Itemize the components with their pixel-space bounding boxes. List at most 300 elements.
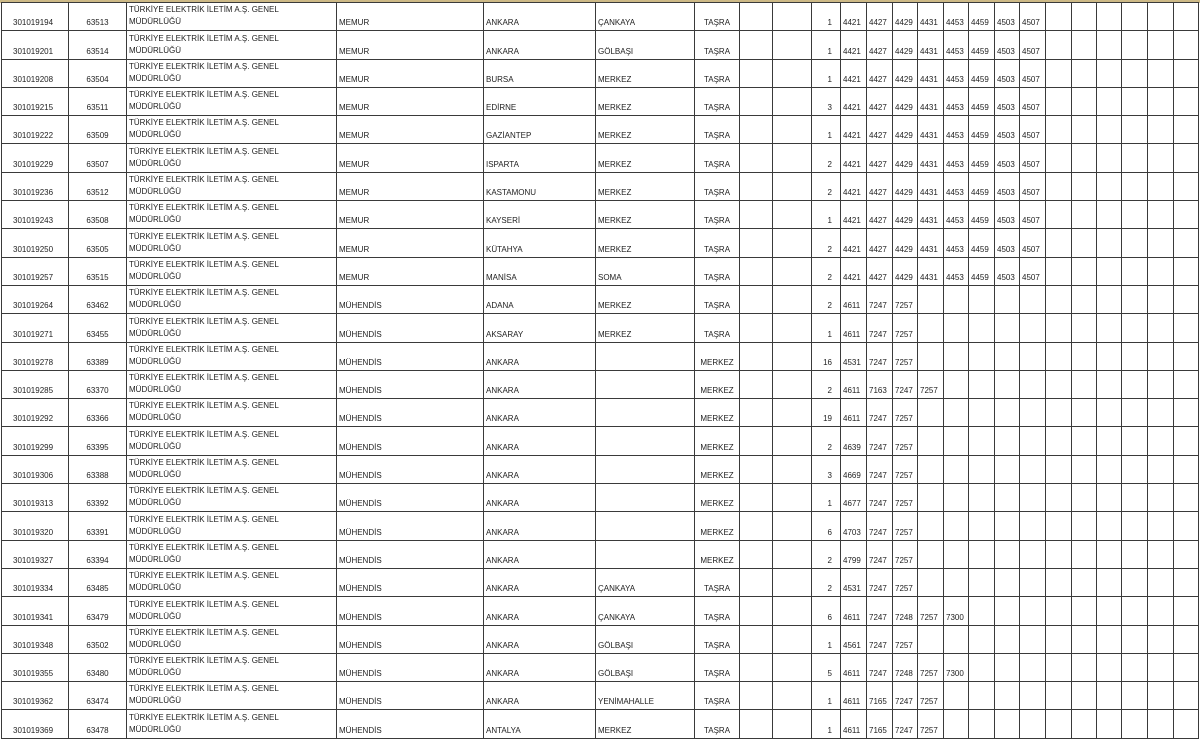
empty-cell — [1174, 653, 1199, 681]
empty-cell — [1046, 370, 1072, 398]
empty-cell — [1020, 625, 1046, 653]
empty-cell — [918, 484, 944, 512]
empty-cell — [1148, 597, 1174, 625]
institution-code: 63370 — [69, 370, 127, 398]
qualification-code: 7247 — [867, 427, 893, 455]
empty-cell — [1148, 229, 1174, 257]
empty-cell — [1122, 484, 1148, 512]
qualification-code: 4507 — [1020, 229, 1046, 257]
empty-cell — [995, 653, 1020, 681]
institution-code: 63462 — [69, 285, 127, 313]
location-type: TAŞRA — [695, 285, 740, 313]
empty-cell — [1122, 370, 1148, 398]
empty-cell — [1020, 710, 1046, 738]
quota: 1 — [812, 682, 841, 710]
empty-cell — [1020, 512, 1046, 540]
qualification-code: 4459 — [969, 87, 995, 115]
empty-cell — [1148, 512, 1174, 540]
table-row — [2, 597, 1199, 625]
empty-cell — [773, 568, 812, 596]
empty-cell — [969, 314, 995, 342]
qualification-code: 4453 — [944, 87, 969, 115]
location-type: MERKEZ — [695, 540, 740, 568]
institution-code: 63502 — [69, 625, 127, 653]
district — [596, 455, 695, 483]
district — [596, 342, 695, 370]
empty-cell — [1072, 484, 1097, 512]
empty-cell — [773, 710, 812, 738]
empty-cell — [918, 399, 944, 427]
qualification-code: 4677 — [841, 484, 867, 512]
location-type: TAŞRA — [695, 31, 740, 59]
position-number: 301019257 — [2, 257, 69, 285]
empty-cell — [1097, 116, 1122, 144]
qualification-code: 4611 — [841, 653, 867, 681]
empty-cell — [1148, 31, 1174, 59]
empty-cell — [1046, 399, 1072, 427]
empty-cell — [1148, 568, 1174, 596]
qualification-code: 7257 — [893, 484, 918, 512]
qualification-code: 4459 — [969, 31, 995, 59]
quota: 5 — [812, 653, 841, 681]
quota: 6 — [812, 597, 841, 625]
empty-cell — [740, 31, 773, 59]
title: MEMUR — [337, 229, 484, 257]
position-number: 301019250 — [2, 229, 69, 257]
position-number: 301019327 — [2, 540, 69, 568]
position-number: 301019264 — [2, 285, 69, 313]
empty-cell — [995, 455, 1020, 483]
qualification-code: 7247 — [867, 597, 893, 625]
table-row — [2, 399, 1199, 427]
qualification-code: 4431 — [918, 116, 944, 144]
qualification-code: 4421 — [841, 144, 867, 172]
empty-cell — [1046, 59, 1072, 87]
qualification-code: 7247 — [867, 314, 893, 342]
qualification-code: 4427 — [867, 31, 893, 59]
empty-cell — [1072, 116, 1097, 144]
empty-cell — [740, 568, 773, 596]
institution-code: 63512 — [69, 172, 127, 200]
empty-cell — [1072, 710, 1097, 738]
province: ANKARA — [484, 3, 596, 31]
province: ANKARA — [484, 568, 596, 596]
table-row — [2, 172, 1199, 200]
position-number: 301019362 — [2, 682, 69, 710]
qualification-code: 4427 — [867, 144, 893, 172]
empty-cell — [773, 427, 812, 455]
empty-cell — [944, 540, 969, 568]
empty-cell — [740, 314, 773, 342]
location-type: TAŞRA — [695, 172, 740, 200]
empty-cell — [740, 172, 773, 200]
empty-cell — [1097, 455, 1122, 483]
empty-cell — [1148, 172, 1174, 200]
positions-table — [1, 2, 1199, 739]
institution-name: TÜRKİYE ELEKTRİK İLETİM A.Ş. GENEL MÜDÜRLÜĞÜ — [127, 229, 337, 257]
qualification-code: 7257 — [893, 342, 918, 370]
qualification-code: 4507 — [1020, 31, 1046, 59]
empty-cell — [1097, 682, 1122, 710]
empty-cell — [1020, 342, 1046, 370]
district: SOMA — [596, 257, 695, 285]
empty-cell — [1097, 229, 1122, 257]
position-number: 301019215 — [2, 87, 69, 115]
district — [596, 370, 695, 398]
institution-code: 63366 — [69, 399, 127, 427]
qualification-code: 4503 — [995, 172, 1020, 200]
province: ANTALYA — [484, 710, 596, 738]
institution-name: TÜRKİYE ELEKTRİK İLETİM A.Ş. GENEL MÜDÜRLÜĞÜ — [127, 314, 337, 342]
empty-cell — [1072, 285, 1097, 313]
empty-cell — [1046, 597, 1072, 625]
empty-cell — [1148, 59, 1174, 87]
empty-cell — [740, 484, 773, 512]
empty-cell — [944, 512, 969, 540]
empty-cell — [1020, 370, 1046, 398]
qualification-code: 7257 — [893, 540, 918, 568]
district: GÖLBAŞI — [596, 625, 695, 653]
empty-cell — [1174, 31, 1199, 59]
empty-cell — [1122, 201, 1148, 229]
empty-cell — [1148, 285, 1174, 313]
province: ANKARA — [484, 625, 596, 653]
empty-cell — [1072, 257, 1097, 285]
empty-cell — [995, 370, 1020, 398]
empty-cell — [740, 653, 773, 681]
empty-cell — [944, 710, 969, 738]
district: ÇANKAYA — [596, 568, 695, 596]
empty-cell — [1097, 257, 1122, 285]
empty-cell — [1174, 116, 1199, 144]
empty-cell — [944, 568, 969, 596]
qualification-code: 7247 — [893, 682, 918, 710]
qualification-code: 4431 — [918, 87, 944, 115]
empty-cell — [1148, 342, 1174, 370]
qualification-code: 4453 — [944, 116, 969, 144]
empty-cell — [1122, 3, 1148, 31]
position-number: 301019348 — [2, 625, 69, 653]
district: MERKEZ — [596, 285, 695, 313]
empty-cell — [944, 399, 969, 427]
empty-cell — [1046, 31, 1072, 59]
empty-cell — [1122, 144, 1148, 172]
table-row — [2, 144, 1199, 172]
empty-cell — [1174, 399, 1199, 427]
institution-code: 63504 — [69, 59, 127, 87]
empty-cell — [773, 285, 812, 313]
institution-name: TÜRKİYE ELEKTRİK İLETİM A.Ş. GENEL MÜDÜRLÜĞÜ — [127, 568, 337, 596]
empty-cell — [918, 568, 944, 596]
empty-cell — [1148, 455, 1174, 483]
location-type: MERKEZ — [695, 512, 740, 540]
institution-name: TÜRKİYE ELEKTRİK İLETİM A.Ş. GENEL MÜDÜRLÜĞÜ — [127, 116, 337, 144]
empty-cell — [969, 370, 995, 398]
empty-cell — [1046, 625, 1072, 653]
quota: 1 — [812, 59, 841, 87]
quota: 19 — [812, 399, 841, 427]
empty-cell — [1020, 682, 1046, 710]
empty-cell — [944, 342, 969, 370]
empty-cell — [1046, 484, 1072, 512]
institution-code: 63511 — [69, 87, 127, 115]
empty-cell — [773, 87, 812, 115]
empty-cell — [1148, 540, 1174, 568]
empty-cell — [918, 314, 944, 342]
empty-cell — [773, 59, 812, 87]
institution-code: 63514 — [69, 31, 127, 59]
province: ANKARA — [484, 455, 596, 483]
qualification-code: 4421 — [841, 172, 867, 200]
district: MERKEZ — [596, 229, 695, 257]
position-number: 301019320 — [2, 512, 69, 540]
quota: 2 — [812, 229, 841, 257]
empty-cell — [1097, 710, 1122, 738]
location-type: TAŞRA — [695, 682, 740, 710]
table-row — [2, 512, 1199, 540]
table-row — [2, 201, 1199, 229]
empty-cell — [995, 484, 1020, 512]
empty-cell — [995, 342, 1020, 370]
title: MÜHENDİS — [337, 597, 484, 625]
empty-cell — [740, 512, 773, 540]
empty-cell — [1122, 682, 1148, 710]
empty-cell — [1148, 116, 1174, 144]
empty-cell — [1122, 314, 1148, 342]
institution-name: TÜRKİYE ELEKTRİK İLETİM A.Ş. GENEL MÜDÜRLÜĞÜ — [127, 59, 337, 87]
institution-name: TÜRKİYE ELEKTRİK İLETİM A.Ş. GENEL MÜDÜRLÜĞÜ — [127, 653, 337, 681]
empty-cell — [1020, 597, 1046, 625]
empty-cell — [1046, 87, 1072, 115]
table-row — [2, 427, 1199, 455]
institution-code: 63395 — [69, 427, 127, 455]
district: GÖLBAŞI — [596, 653, 695, 681]
qualification-code: 7257 — [893, 399, 918, 427]
quota: 2 — [812, 285, 841, 313]
empty-cell — [773, 314, 812, 342]
empty-cell — [773, 3, 812, 31]
institution-name: TÜRKİYE ELEKTRİK İLETİM A.Ş. GENEL MÜDÜRLÜĞÜ — [127, 540, 337, 568]
quota: 1 — [812, 625, 841, 653]
table-row — [2, 257, 1199, 285]
title: MÜHENDİS — [337, 653, 484, 681]
province: ANKARA — [484, 682, 596, 710]
position-number: 301019222 — [2, 116, 69, 144]
qualification-code: 4453 — [944, 257, 969, 285]
empty-cell — [1122, 285, 1148, 313]
empty-cell — [1097, 144, 1122, 172]
empty-cell — [1174, 597, 1199, 625]
empty-cell — [1097, 285, 1122, 313]
qualification-code: 4427 — [867, 87, 893, 115]
empty-cell — [740, 59, 773, 87]
location-type: MERKEZ — [695, 427, 740, 455]
qualification-code: 7257 — [893, 568, 918, 596]
institution-name: TÜRKİYE ELEKTRİK İLETİM A.Ş. GENEL MÜDÜRLÜĞÜ — [127, 201, 337, 229]
qualification-code: 4427 — [867, 3, 893, 31]
empty-cell — [1072, 653, 1097, 681]
institution-name: TÜRKİYE ELEKTRİK İLETİM A.Ş. GENEL MÜDÜRLÜĞÜ — [127, 484, 337, 512]
title: MEMUR — [337, 59, 484, 87]
qualification-code: 4459 — [969, 201, 995, 229]
empty-cell — [944, 370, 969, 398]
title: MÜHENDİS — [337, 512, 484, 540]
qualification-code: 7248 — [893, 597, 918, 625]
district — [596, 427, 695, 455]
qualification-code: 4507 — [1020, 87, 1046, 115]
location-type: TAŞRA — [695, 568, 740, 596]
table-row — [2, 285, 1199, 313]
empty-cell — [740, 455, 773, 483]
position-number: 301019271 — [2, 314, 69, 342]
empty-cell — [969, 568, 995, 596]
qualification-code: 4611 — [841, 399, 867, 427]
empty-cell — [918, 427, 944, 455]
empty-cell — [1174, 484, 1199, 512]
quota: 6 — [812, 512, 841, 540]
title: MEMUR — [337, 3, 484, 31]
empty-cell — [918, 285, 944, 313]
empty-cell — [944, 455, 969, 483]
qualification-code: 4611 — [841, 597, 867, 625]
empty-cell — [1122, 172, 1148, 200]
empty-cell — [773, 484, 812, 512]
table-row — [2, 568, 1199, 596]
empty-cell — [773, 172, 812, 200]
institution-name: TÜRKİYE ELEKTRİK İLETİM A.Ş. GENEL MÜDÜRLÜĞÜ — [127, 682, 337, 710]
empty-cell — [1072, 370, 1097, 398]
table-row — [2, 3, 1199, 31]
empty-cell — [1122, 229, 1148, 257]
empty-cell — [995, 399, 1020, 427]
qualification-code: 7163 — [867, 370, 893, 398]
empty-cell — [1072, 625, 1097, 653]
empty-cell — [1046, 285, 1072, 313]
qualification-code: 4453 — [944, 229, 969, 257]
qualification-code: 7257 — [893, 285, 918, 313]
empty-cell — [740, 710, 773, 738]
qualification-code: 4453 — [944, 144, 969, 172]
qualification-code: 7247 — [867, 625, 893, 653]
position-number: 301019299 — [2, 427, 69, 455]
qualification-code: 4459 — [969, 116, 995, 144]
institution-code: 63455 — [69, 314, 127, 342]
empty-cell — [1122, 710, 1148, 738]
empty-cell — [995, 710, 1020, 738]
qualification-code: 4611 — [841, 285, 867, 313]
qualification-code: 4431 — [918, 257, 944, 285]
table-row — [2, 229, 1199, 257]
institution-code: 63513 — [69, 3, 127, 31]
table-row — [2, 342, 1199, 370]
quota: 2 — [812, 172, 841, 200]
district: MERKEZ — [596, 144, 695, 172]
position-number: 301019243 — [2, 201, 69, 229]
title: MÜHENDİS — [337, 455, 484, 483]
qualification-code: 4429 — [893, 229, 918, 257]
qualification-code: 4503 — [995, 116, 1020, 144]
quota: 16 — [812, 342, 841, 370]
qualification-code: 7247 — [867, 285, 893, 313]
qualification-code: 7247 — [893, 370, 918, 398]
qualification-code: 7257 — [893, 314, 918, 342]
quota: 1 — [812, 484, 841, 512]
empty-cell — [1122, 59, 1148, 87]
empty-cell — [1174, 512, 1199, 540]
empty-cell — [1122, 87, 1148, 115]
empty-cell — [969, 597, 995, 625]
institution-code: 63480 — [69, 653, 127, 681]
institution-name: TÜRKİYE ELEKTRİK İLETİM A.Ş. GENEL MÜDÜRLÜĞÜ — [127, 87, 337, 115]
empty-cell — [1148, 144, 1174, 172]
title: MÜHENDİS — [337, 314, 484, 342]
qualification-code: 4427 — [867, 257, 893, 285]
qualification-code: 7247 — [867, 399, 893, 427]
title: MÜHENDİS — [337, 568, 484, 596]
empty-cell — [773, 625, 812, 653]
institution-code: 63509 — [69, 116, 127, 144]
institution-name: TÜRKİYE ELEKTRİK İLETİM A.Ş. GENEL MÜDÜRLÜĞÜ — [127, 399, 337, 427]
empty-cell — [740, 144, 773, 172]
location-type: TAŞRA — [695, 229, 740, 257]
table-row — [2, 314, 1199, 342]
institution-code: 63389 — [69, 342, 127, 370]
qualification-code: 4507 — [1020, 172, 1046, 200]
qualification-code: 4459 — [969, 257, 995, 285]
qualification-code: 4429 — [893, 201, 918, 229]
empty-cell — [1097, 59, 1122, 87]
district: MERKEZ — [596, 172, 695, 200]
qualification-code: 4459 — [969, 144, 995, 172]
qualification-code: 4507 — [1020, 3, 1046, 31]
empty-cell — [1148, 682, 1174, 710]
empty-cell — [740, 625, 773, 653]
quota: 1 — [812, 201, 841, 229]
empty-cell — [1122, 512, 1148, 540]
quota: 2 — [812, 370, 841, 398]
qualification-code: 7165 — [867, 682, 893, 710]
district: GÖLBAŞI — [596, 31, 695, 59]
qualification-code: 4421 — [841, 87, 867, 115]
empty-cell — [1097, 399, 1122, 427]
qualification-code: 4421 — [841, 229, 867, 257]
empty-cell — [1046, 540, 1072, 568]
qualification-code: 7247 — [893, 710, 918, 738]
qualification-code: 4453 — [944, 201, 969, 229]
empty-cell — [1148, 427, 1174, 455]
institution-code: 63394 — [69, 540, 127, 568]
empty-cell — [1072, 682, 1097, 710]
district: MERKEZ — [596, 314, 695, 342]
empty-cell — [1046, 116, 1072, 144]
position-number: 301019229 — [2, 144, 69, 172]
empty-cell — [1097, 653, 1122, 681]
empty-cell — [1148, 653, 1174, 681]
institution-name: TÜRKİYE ELEKTRİK İLETİM A.Ş. GENEL MÜDÜRLÜĞÜ — [127, 512, 337, 540]
title: MEMUR — [337, 31, 484, 59]
empty-cell — [1174, 710, 1199, 738]
qualification-code: 4507 — [1020, 144, 1046, 172]
empty-cell — [1046, 568, 1072, 596]
institution-name: TÜRKİYE ELEKTRİK İLETİM A.Ş. GENEL MÜDÜRLÜĞÜ — [127, 144, 337, 172]
province: KÜTAHYA — [484, 229, 596, 257]
province: ISPARTA — [484, 144, 596, 172]
empty-cell — [1148, 87, 1174, 115]
qualification-code: 7247 — [867, 484, 893, 512]
empty-cell — [1072, 455, 1097, 483]
qualification-code: 4507 — [1020, 257, 1046, 285]
empty-cell — [773, 257, 812, 285]
